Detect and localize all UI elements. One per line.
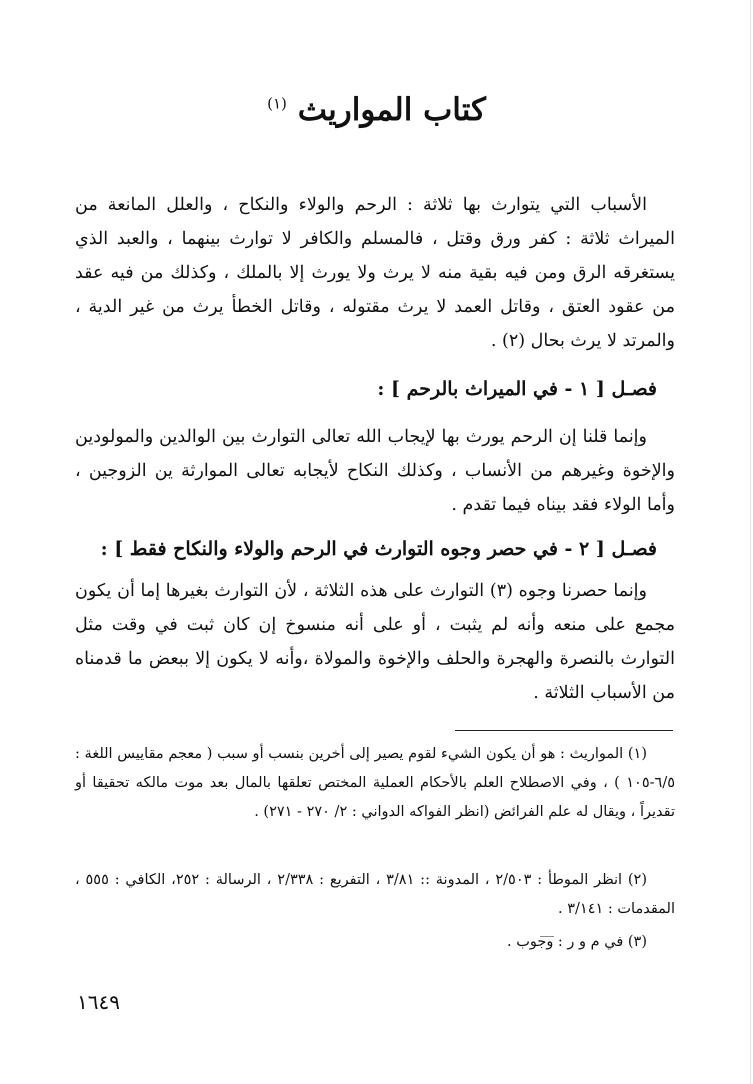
footnote-dash	[540, 936, 554, 937]
title-text: كتاب المواريث	[297, 92, 486, 128]
section-2-paragraph-text: وإنما حصرنا وجوه (٣) التوارث على هذه الثلاثة ، لأن التوارث بغيرها إما أن يكون مجمع على منعه وأنه لم يثبت ، أو على أنه منسوخ إن كان ثبت في وقت مثل التوارث بالنصرة والهجرة والحلف والإخوة والمولاة ،وأنه لا يكون إلا ببعض ما قدمناه من الأسباب الثلاثة .	[75, 581, 675, 703]
page-edge	[750, 0, 751, 1084]
title-footnote-mark: (١)	[267, 94, 287, 113]
intro-paragraph	[75, 188, 675, 358]
footnote-1-text: (١) المواريث : هو أن يكون الشيء لقوم يصير إلى أخرين بنسب أو سبب ( معجم مقاييس اللغة : ٦/٥-١٠٥ ) ، وفي الاصطلاح العلم بالأحكام العملية المختص تعلقها بالمال بعد موت مالكه تحقيقا أو تقديراً ، ويقال له علم الفرائض (انظر الفواكه الدواني : ٢/ ٢٧٠ - ٢٧١) .	[75, 746, 675, 820]
section-2-heading: فصـل [ ٢ - في حصر وجوه التوارث في الرحم والولاء والنكاح فقط ] :	[100, 538, 657, 560]
section-1-paragraph	[75, 420, 675, 522]
footnote-2-text: (٢) انظر الموطأ : ٢/٥٠٣ ، المدونة :: ٣/٨١ ، التفريع : ٢/٣٣٨ ، الرسالة : ٢٥٢، الكافي : ٥٥٥ ، المقدمات : ٣/١٤١ .	[75, 872, 675, 917]
section-1-paragraph-text: وإنما قلنا إن الرحم يورث بها لإيجاب الله تعالى التوارث بين الوالدين والمولودين والإخوة وغيرهم من الأنساب ، وكذلك النكاح لأيجابه تعالى الموارثة ين الزوجين ، وأما الولاء فقد بيناه فيما تقدم .	[75, 427, 675, 515]
page-title	[0, 92, 753, 128]
section-1-heading: فصـل [ ١ - في الميراث بالرحم ] :	[377, 378, 657, 400]
section-2-paragraph	[75, 574, 675, 710]
page-number: ١٦٤٩	[77, 990, 120, 1014]
footnote-separator	[455, 730, 673, 731]
footnote-3	[75, 928, 675, 957]
footnote-3-text: (٣) في م و ر : وجوب .	[507, 934, 647, 950]
footnote-2	[75, 866, 675, 924]
footnote-1	[75, 740, 675, 827]
intro-paragraph-text: الأسباب التي يتوارث بها ثلاثة : الرحم والولاء والنكاح ، والعلل المانعة من الميراث ثلاثة : كفر ورق وقتل ، فالمسلم والكافر لا توارث بينهما ، والعبد الذي يستغرقه الرق ومن فيه بقية منه لا يرث ولا يورث إلا بالملك ، وكذلك من فيه عقد من عقود العتق ، وقاتل العمد لا يرث مقتوله ، وقاتل الخطأ يرث من غير الدية ، والمرتد لا يرث بحال (٢) .	[75, 195, 675, 351]
